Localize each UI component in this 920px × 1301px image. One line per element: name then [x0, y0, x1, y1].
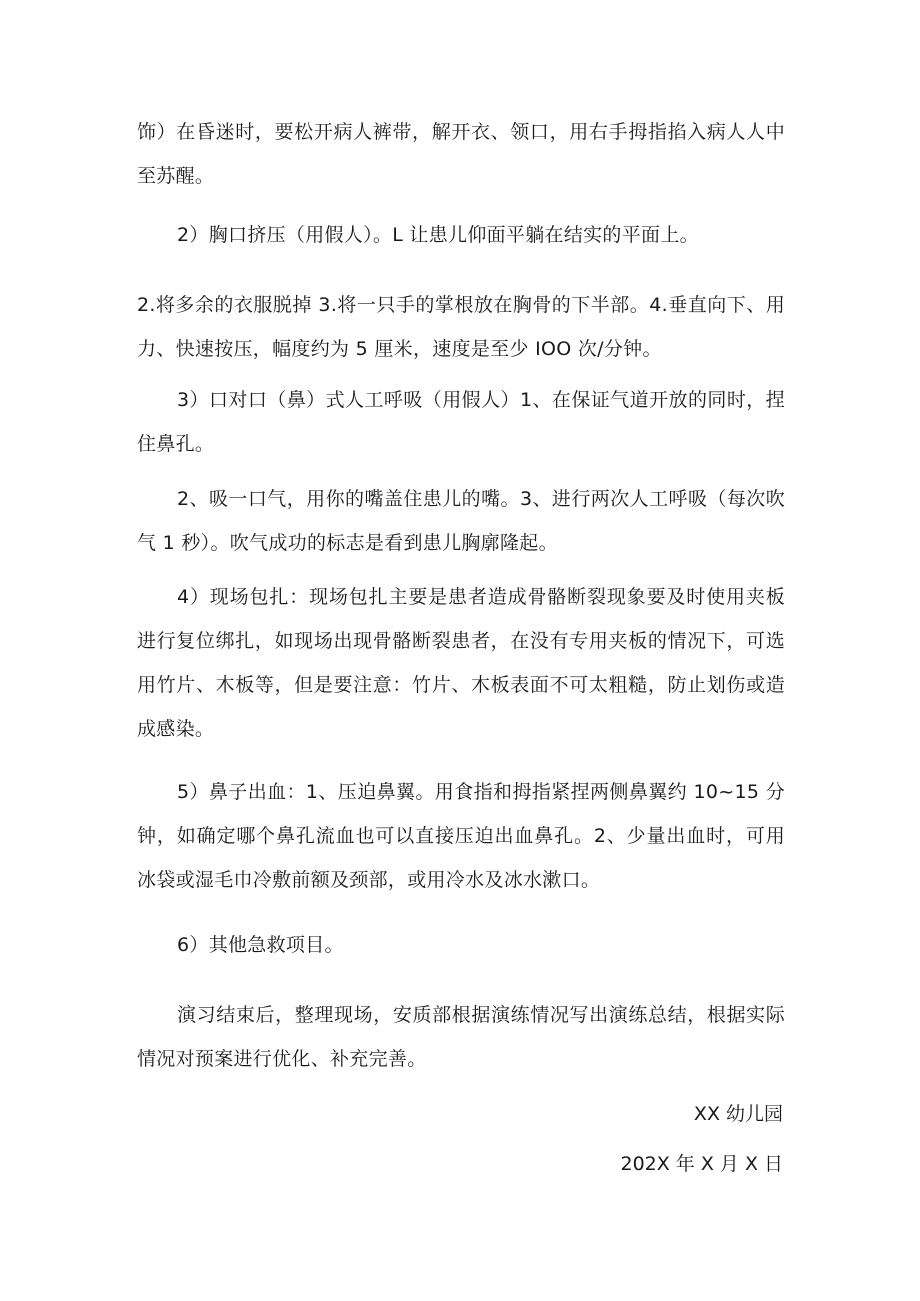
section-rescue-breathing: [137, 378, 785, 466]
section-chest-compression: [137, 213, 785, 257]
section-other-items: [137, 923, 785, 967]
paragraph-8: 6）其他急救项目。: [177, 934, 344, 956]
section-nosebleed: [137, 770, 785, 902]
signature-date: 202X 年 X 月 X 日: [620, 1153, 783, 1175]
signature-organization: XX 幼儿园: [693, 1103, 783, 1125]
paragraph-6: 4）现场包扎：现场包扎主要是患者造成骨骼断裂现象要及时使用夹板进行复位绑扎，如现场出现骨骼断裂患者，在没有专用夹板的情况下，可选用竹片、木板等，但是要注意：竹片、木板表面不可太粗糙，防止划伤或造成感染。: [137, 586, 785, 740]
paragraph-3: 2.将多余的衣服脱掉 3.将一只手的掌根放在胸骨的下半部。4.垂直向下、用力、快速按压，幅度约为 5 厘米，速度是至少 IOO 次/分钟。: [137, 294, 785, 360]
paragraph-4: 3）口对口（鼻）式人工呼吸（用假人）1、在保证气道开放的同时，捏住鼻孔。: [137, 389, 785, 455]
paragraph-7: 5）鼻子出血：1、压迫鼻翼。用食指和拇指紧捏两侧鼻翼约 10~15 分钟，如确定哪个鼻孔流血也可以直接压迫出血鼻孔。2、少量出血时，可用冰袋或湿毛巾冷敷前额及颈部，或用冷水及冰水漱口。: [137, 781, 785, 891]
section-conclusion: [137, 993, 785, 1081]
paragraph-2: 2）胸口挤压（用假人）。L 让患儿仰面平躺在结实的平面上。: [177, 224, 699, 246]
paragraph-9: 演习结束后，整理现场，安质部根据演练情况写出演练总结，根据实际情况对预案进行优化、补充完善。: [137, 1004, 785, 1070]
paragraph-1: 饰）在昏迷时，要松开病人裤带，解开衣、领口，用右手拇指掐入病人人中至苏醒。: [137, 121, 785, 187]
paragraph-5: 2、吸一口气，用你的嘴盖住患儿的嘴。3、进行两次人工呼吸（每次吹气 1 秒）。吹气成功的标志是看到患儿胸廓隆起。: [137, 488, 785, 554]
section-breathing-steps: [137, 477, 785, 565]
paragraph-continuation: [137, 110, 785, 198]
section-compression-steps: [137, 283, 785, 371]
section-bandaging: [137, 575, 785, 751]
